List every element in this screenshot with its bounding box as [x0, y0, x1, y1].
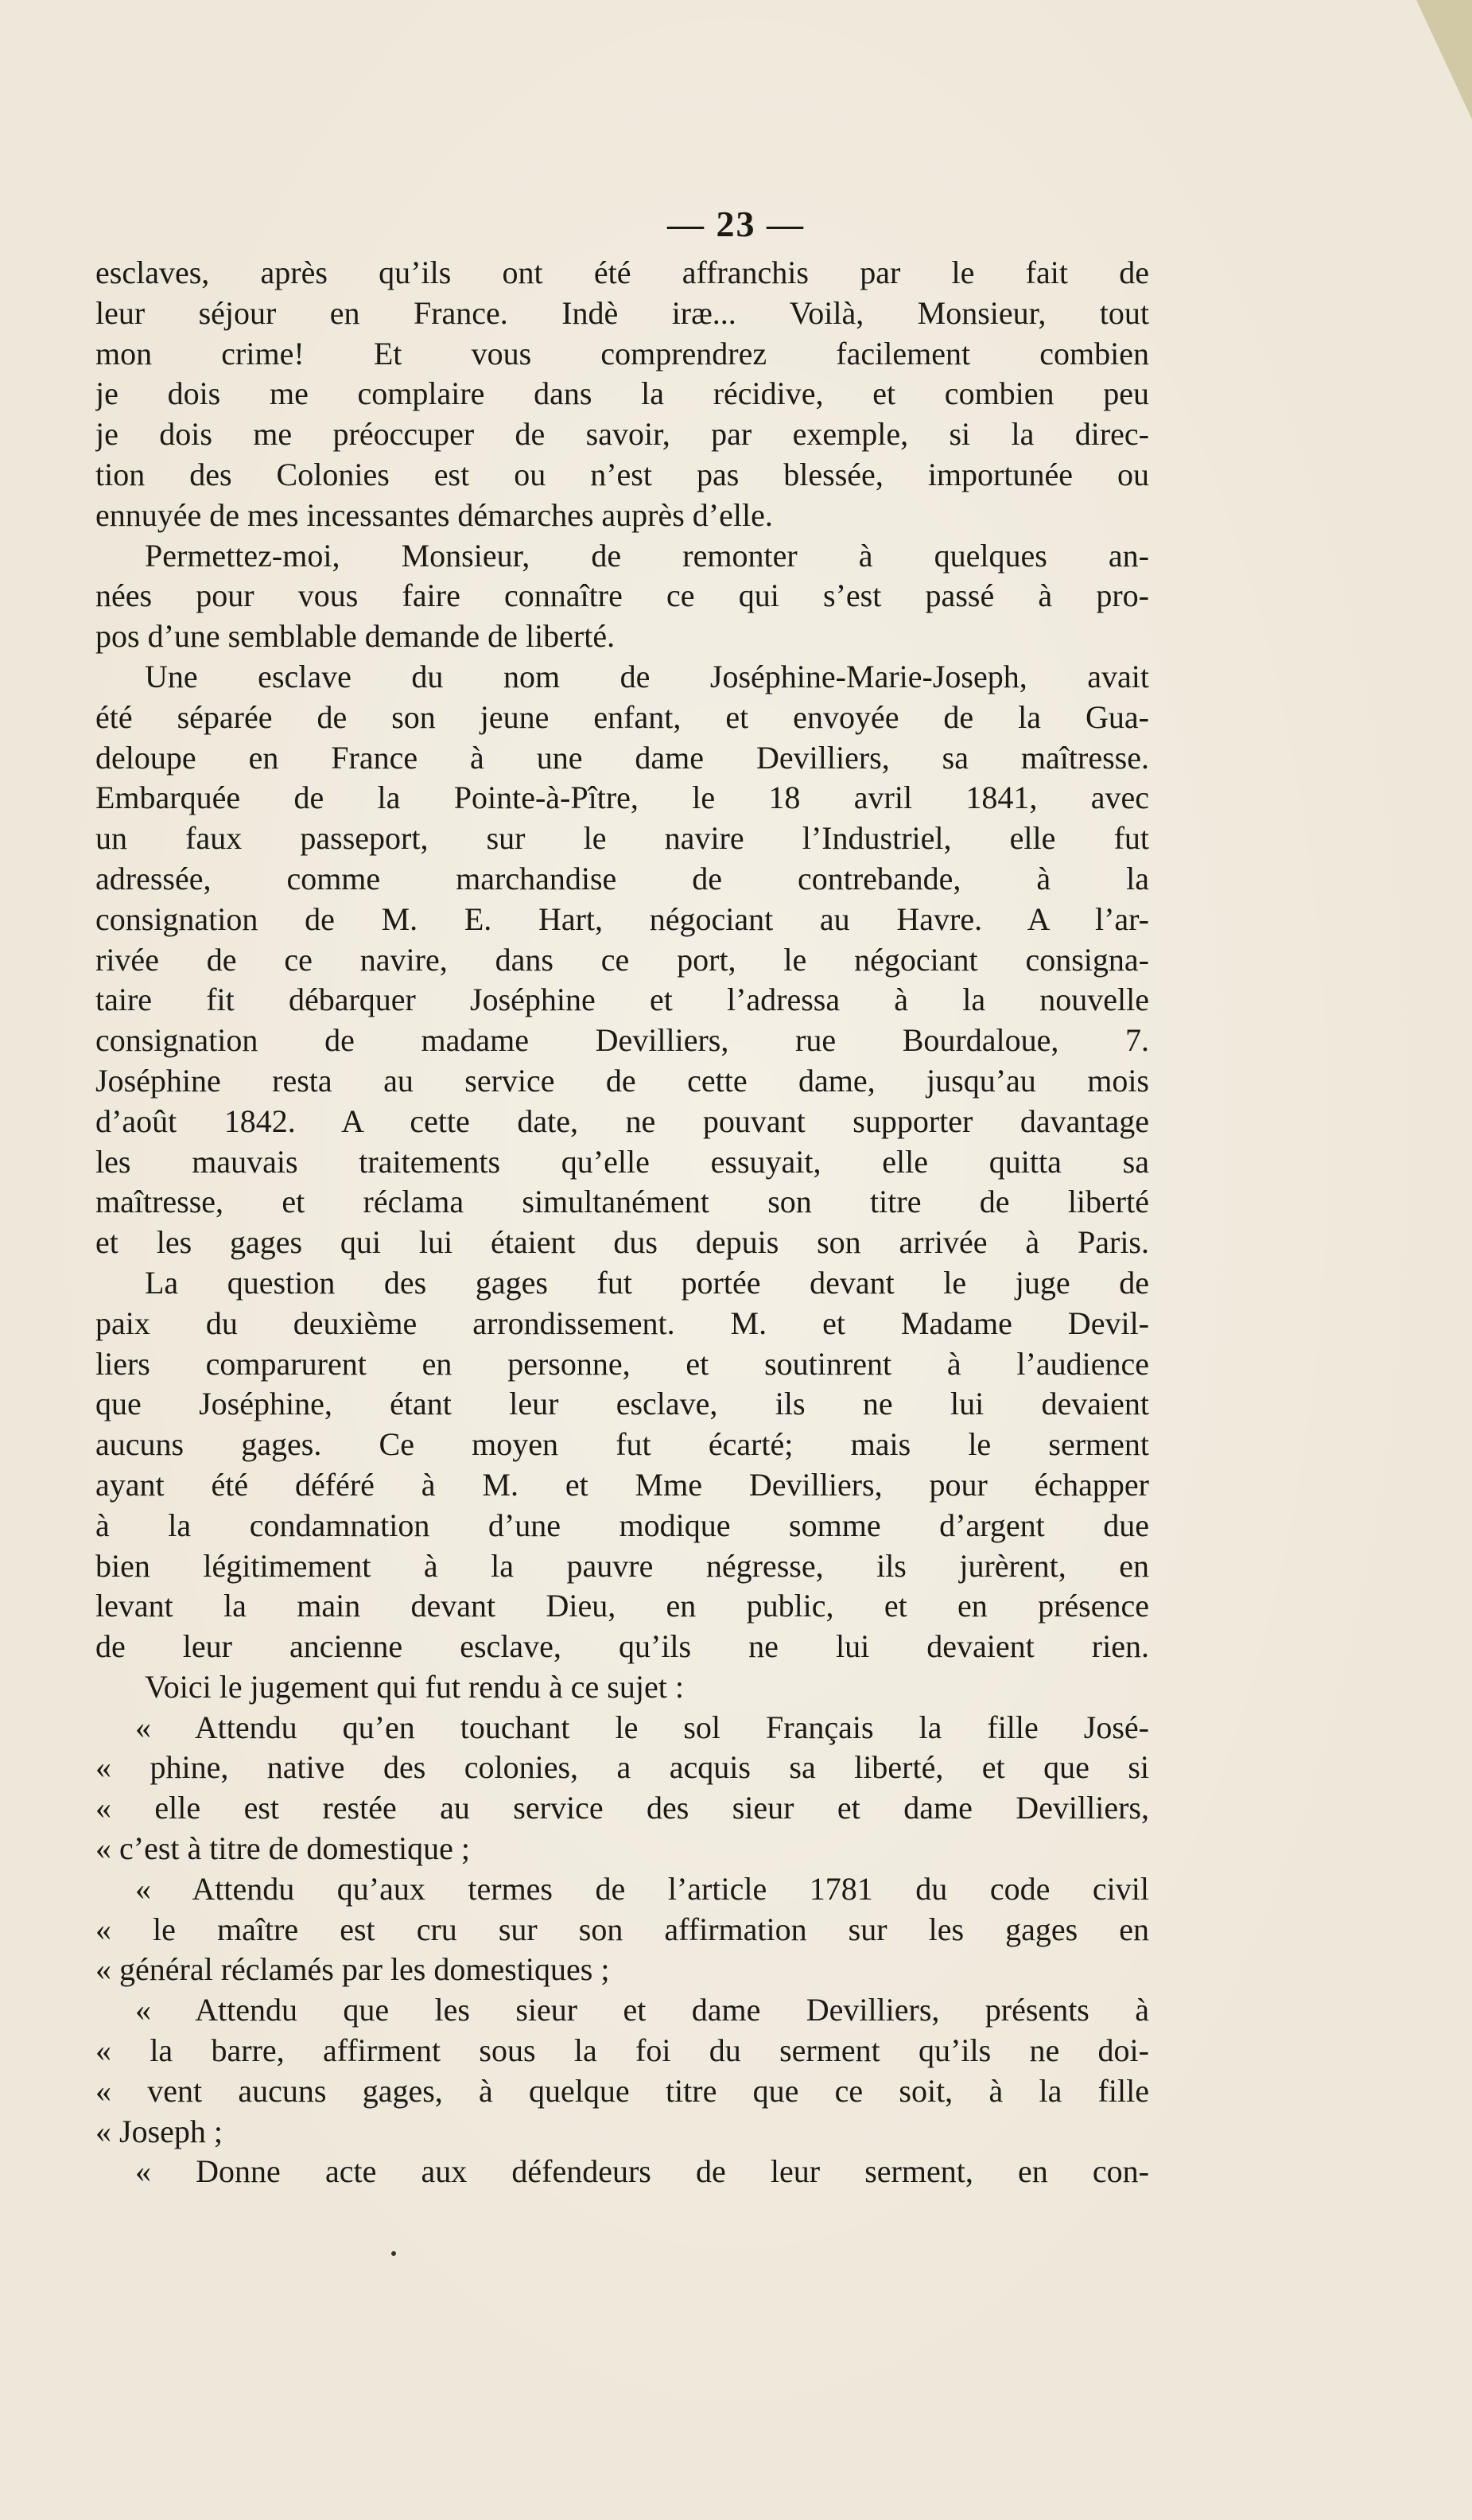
text-line: paix du deuxième arrondissement. M. et Madame Devil-	[95, 1305, 1149, 1341]
text-line: mon crime! Et vous comprendrez facilement combien	[95, 335, 1149, 371]
text-line: été séparée de son jeune enfant, et envoyée de la Gua-	[95, 698, 1149, 735]
text-line: je dois me complaire dans la récidive, et combien peu	[95, 375, 1149, 412]
text-line: adressée, comme marchandise de contrebande, à la	[95, 860, 1149, 896]
text-line: les mauvais traitements qu’elle essuyait, elle quitta sa	[95, 1143, 1149, 1180]
quote-line: « phine, native des colonies, a acquis sa liberté, et que si	[95, 1749, 1149, 1786]
quote-line: « Attendu qu’aux termes de l’article 1781 du code civil	[135, 1870, 1149, 1907]
text-line: aucuns gages. Ce moyen fut écarté; mais le serment	[95, 1426, 1149, 1463]
text-line: levant la main devant Dieu, en public, et en présence	[95, 1588, 1149, 1624]
text-line: Une esclave du nom de Joséphine-Marie-Joseph, avait	[145, 658, 1149, 694]
text-line: deloupe en France à une dame Devilliers, sa maîtresse.	[95, 739, 1149, 776]
quote-line: « général réclamés par les domestiques ;	[95, 1951, 610, 1988]
quote-line: « Donne acte aux défendeurs de leur serment, en con-	[135, 2153, 1149, 2190]
text-line: Permettez-moi, Monsieur, de remonter à quelques an-	[145, 537, 1149, 574]
quote-line: « Joseph ;	[95, 2113, 223, 2149]
text-line: rivée de ce navire, dans ce port, le négociant consigna-	[95, 941, 1149, 978]
quote-line: « vent aucuns gages, à quelque titre que ce soit, à la fille	[95, 2072, 1149, 2109]
body-text	[95, 253, 1149, 2192]
text-line: Embarquée de la Pointe-à-Pître, le 18 avril 1841, avec	[95, 780, 1149, 816]
page-corner	[1416, 0, 1472, 119]
quote-line: « Attendu que les sieur et dame Devilliers, présents à	[135, 1992, 1149, 2028]
text-line: Voici le jugement qui fut rendu à ce sujet :	[145, 1668, 684, 1705]
text-line: que Joséphine, étant leur esclave, ils ne lui devaient	[95, 1386, 1149, 1422]
quote-line: « la barre, affirment sous la foi du serment qu’ils ne doi-	[95, 2032, 1149, 2069]
text-line: consignation de M. E. Hart, négociant au Havre. A l’ar-	[95, 900, 1149, 937]
text-line: je dois me préoccuper de savoir, par exemple, si la direc-	[95, 416, 1149, 453]
quote-line: « le maître est cru sur son affirmation sur les gages en	[95, 1911, 1149, 1947]
text-line: ennuyée de mes incessantes démarches auprès d’elle.	[95, 496, 773, 533]
text-line: bien légitimement à la pauvre négresse, ils jurèrent, en	[95, 1547, 1149, 1584]
quote-line: « elle est restée au service des sieur et dame Devilliers,	[95, 1790, 1149, 1826]
text-line: maîtresse, et réclama simultanément son titre de liberté	[95, 1184, 1149, 1220]
text-line: à la condamnation d’une modique somme d’argent due	[95, 1507, 1149, 1543]
text-line: consignation de madame Devilliers, rue Bourdaloue, 7.	[95, 1022, 1149, 1059]
quote-line: « c’est à titre de domestique ;	[95, 1830, 470, 1867]
text-line: d’août 1842. A cette date, ne pouvant supporter davantage	[95, 1102, 1149, 1139]
text-line: un faux passeport, sur le navire l’Industriel, elle fut	[95, 820, 1149, 857]
text-line: La question des gages fut portée devant le juge de	[145, 1264, 1149, 1301]
text-line: liers comparurent en personne, et soutinrent à l’audience	[95, 1345, 1149, 1382]
text-line: et les gages qui lui étaient dus depuis son arrivée à Paris.	[95, 1224, 1149, 1261]
quote-line: « Attendu qu’en touchant le sol Français la fille José-	[135, 1709, 1149, 1745]
text-line: de leur ancienne esclave, qu’ils ne lui devaient rien.	[95, 1628, 1149, 1665]
text-line: leur séjour en France. Indè iræ... Voilà, Monsieur, tout	[95, 294, 1149, 331]
text-line: Joséphine resta au service de cette dame, jusqu’au mois	[95, 1062, 1149, 1099]
text-line: pos d’une semblable demande de liberté.	[95, 618, 616, 655]
text-line: tion des Colonies est ou n’est pas blessée, importunée ou	[95, 456, 1149, 492]
text-line: ayant été déféré à M. et Mme Devilliers, pour échapper	[95, 1466, 1149, 1503]
text-line: taire fit débarquer Joséphine et l’adressa à la nouvelle	[95, 982, 1149, 1018]
text-line: nées pour vous faire connaître ce qui s’est passé à pro-	[95, 578, 1149, 614]
ink-dot	[391, 2251, 396, 2256]
page-number: — 23 —	[667, 204, 805, 244]
text-line: esclaves, après qu’ils ont été affranchis par le fait de	[95, 255, 1149, 290]
